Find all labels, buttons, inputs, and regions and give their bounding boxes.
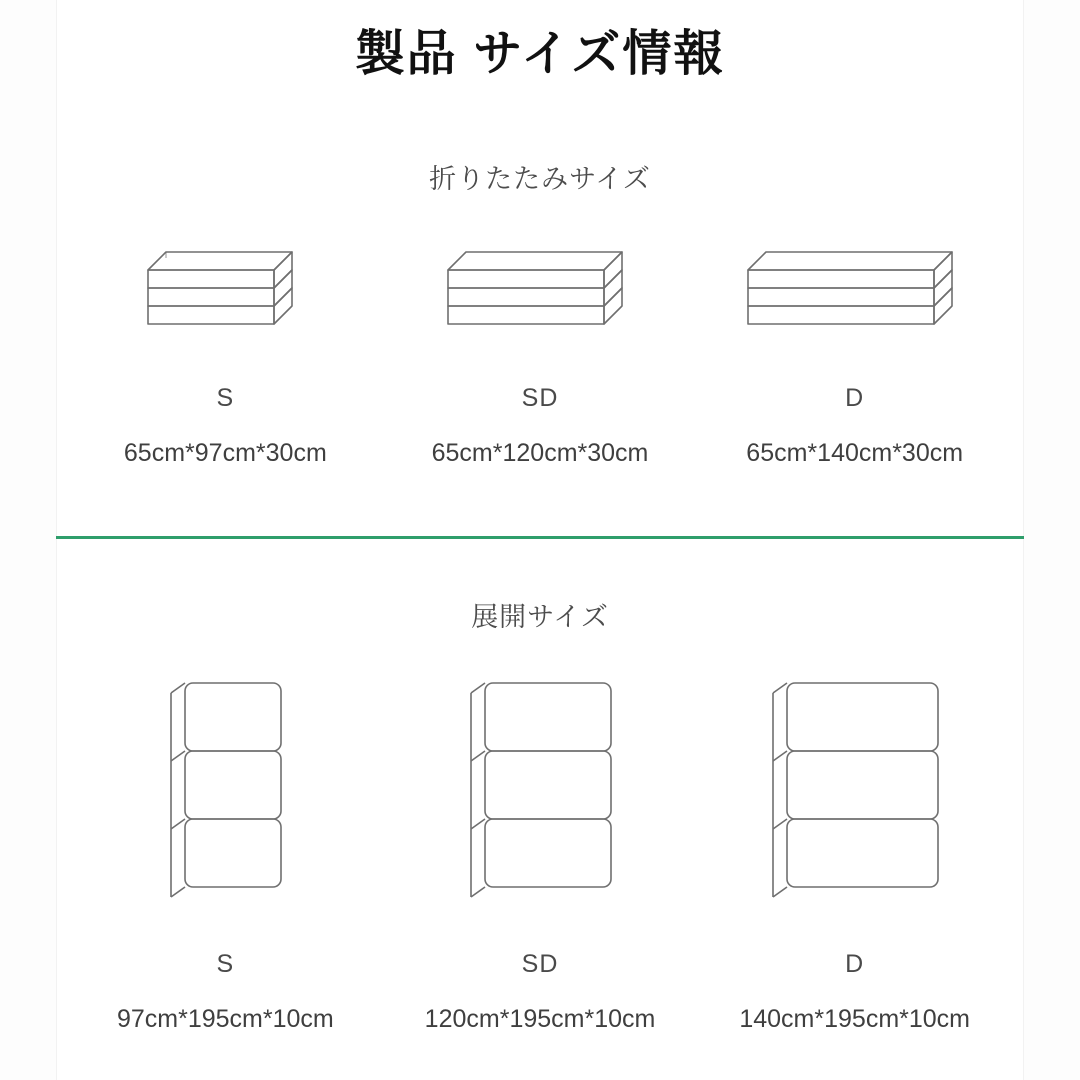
unfolded-mattress-icon: [455, 670, 625, 920]
size-card-folded-s: [68, 240, 383, 468]
size-card-unfolded-s: [68, 670, 383, 1034]
section-title-unfolded: 展開サイズ: [471, 602, 609, 633]
unfolded-mattress-icon: [757, 670, 952, 920]
size-label: SD: [521, 950, 559, 979]
section-title-folded: 折りたたみサイズ: [429, 164, 651, 195]
section-divider-wrap: [56, 468, 1024, 539]
size-dimensions: 97cm*195cm*10cm: [116, 1005, 334, 1034]
size-dimensions: 120cm*195cm*10cm: [424, 1005, 656, 1034]
size-dimensions: 65cm*97cm*30cm: [123, 439, 327, 468]
size-dimensions: 65cm*120cm*30cm: [431, 439, 649, 468]
size-label: S: [216, 950, 235, 979]
size-label: D: [845, 950, 865, 979]
section-unfolded: [56, 539, 1024, 1034]
folded-card-row: [56, 240, 1024, 468]
unfolded-mattress-icon: [155, 670, 295, 920]
page-title: 製品 サイズ情報: [355, 27, 725, 81]
size-label: SD: [521, 384, 559, 413]
size-label: S: [216, 384, 235, 413]
section-folded: [56, 85, 1024, 468]
size-dimensions: 65cm*140cm*30cm: [746, 439, 964, 468]
size-card-folded-sd: [383, 240, 698, 468]
folded-mattress-icon: [440, 240, 640, 350]
size-card-unfolded-sd: [383, 670, 698, 1034]
size-card-unfolded-d: [697, 670, 1012, 1034]
size-card-folded-d: [697, 240, 1012, 468]
size-dimensions: 140cm*195cm*10cm: [739, 1005, 971, 1034]
folded-mattress-icon: [740, 240, 970, 350]
unfolded-card-row: [56, 670, 1024, 1034]
folded-mattress-icon: [140, 240, 310, 350]
size-label: D: [845, 384, 865, 413]
